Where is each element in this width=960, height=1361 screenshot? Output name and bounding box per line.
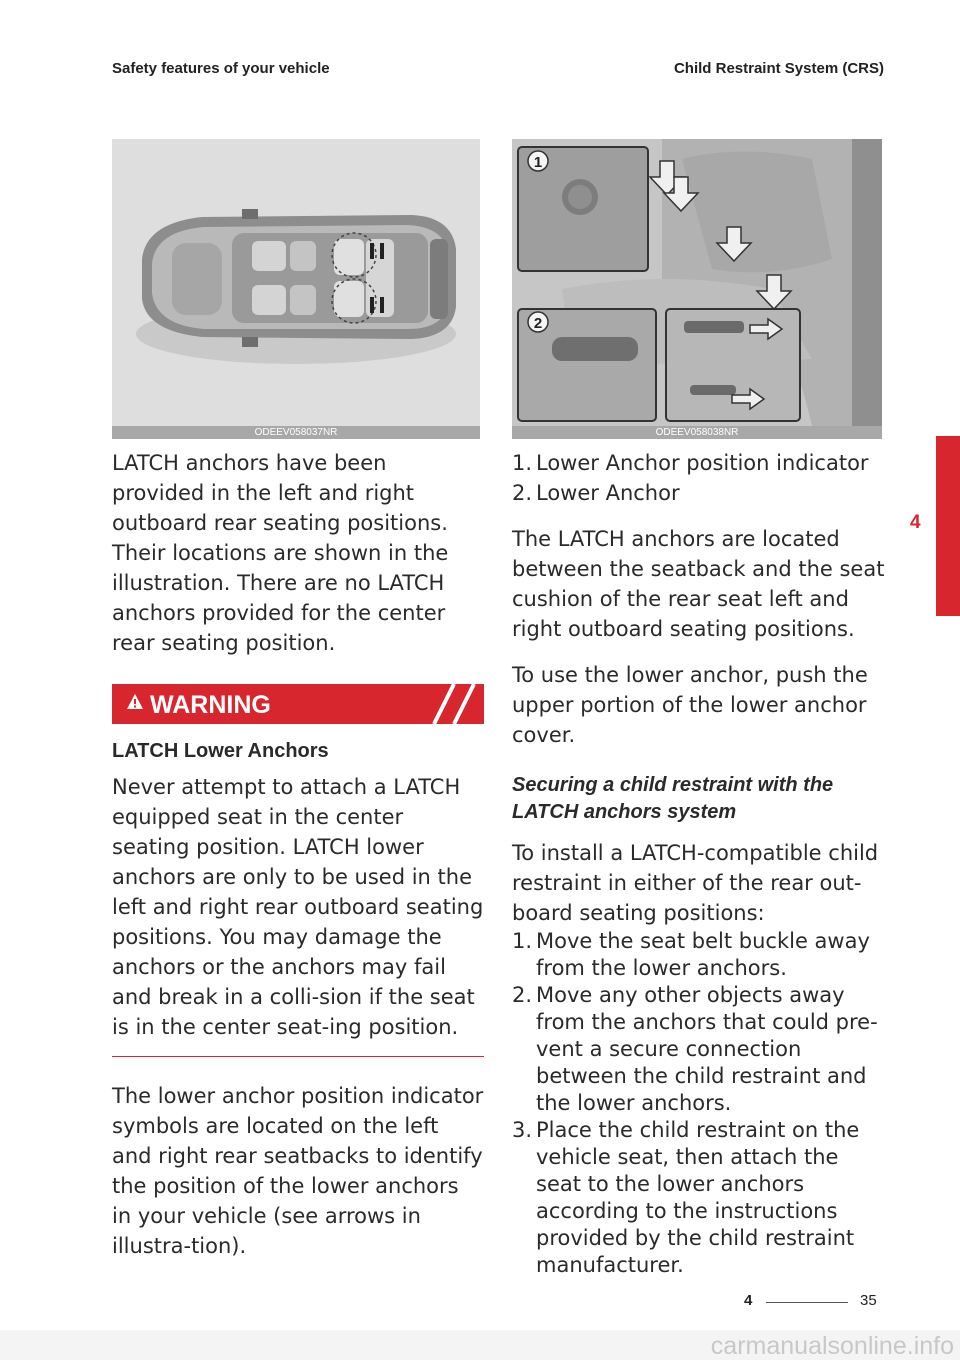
figure-code: ODEEV058038NR — [512, 426, 882, 439]
running-header-left: Safety features of your vehicle — [112, 60, 330, 77]
chapter-tab — [936, 436, 960, 616]
paragraph: To use the lower anchor, push the upper portion of the lower anchor cover. — [512, 663, 868, 747]
paragraph: To install a LATCH-compatible child restraint in either of the rear out-board seating positions: — [512, 841, 879, 925]
rear-seat-illustration — [512, 139, 882, 426]
callout-2: 2 — [533, 315, 543, 332]
left-column — [112, 448, 484, 1277]
warning-end-rule — [112, 1056, 484, 1057]
warning-slash-decoration — [428, 684, 484, 724]
steps-list — [512, 928, 888, 1279]
warning-heading: LATCH Lower Anchors — [112, 740, 329, 762]
footer-rule — [766, 1302, 848, 1303]
list-item: 1. Lower Anchor position indicator — [512, 451, 869, 475]
list-item: 3. Place the child restraint on the vehicle seat, then attach the seat to the lower anchors according to the instructions provided by the child restraint manufacturer. — [512, 1118, 860, 1277]
paragraph: LATCH anchors have been provided in the left and right outboard rear seating positions. Their locations are shown in the illustration. There are no LATCH anchors provided for the center rear seating position. — [112, 451, 449, 655]
section-subheading: Securing a child restraint with the LATCH anchors system — [512, 774, 834, 823]
figure-legend — [512, 448, 888, 508]
warning-text: Never attempt to attach a LATCH equipped seat in the center seating position. LATCH lower anchors are only to be used in the left and right rear outboard seating positions. You may damage the anchors or the anchors may fail and break in a colli-sion if the seat is in the center seat-ing position. — [112, 775, 484, 1039]
footer-page-number: 35 — [860, 1292, 877, 1309]
watermark-bar — [0, 1330, 960, 1360]
car-top-view-illustration — [112, 139, 480, 426]
list-item: 2. Move any other objects away from the anchors that could pre-vent a secure connection between the child restraint and the lower anchors. — [512, 983, 878, 1115]
right-column — [512, 448, 888, 1295]
warning-banner — [112, 684, 484, 724]
callout-1: 1 — [533, 154, 543, 171]
paragraph: The lower anchor position indicator symbols are located on the left and right rear seatbacks to identify the position of the lower anchors in your vehicle (see arrows in illustra-tion). — [112, 1084, 484, 1258]
watermark-text: carmanualsonline.info — [710, 1332, 954, 1360]
figure-rear-seat — [512, 139, 882, 439]
footer-chapter: 4 — [744, 1292, 753, 1309]
figure-code: ODEEV058037NR — [112, 426, 480, 439]
chapter-tab-number: 4 — [910, 512, 921, 533]
warning-label: WARNING — [150, 691, 271, 719]
figure-car-top-view — [112, 139, 480, 439]
paragraph: The LATCH anchors are located between the seatback and the seat cushion of the rear seat left and right outboard seating positions. — [512, 527, 885, 641]
list-item: 1. Move the seat belt buckle away from the lower anchors. — [512, 929, 870, 980]
running-header-right: Child Restraint System (CRS) — [673, 60, 884, 77]
list-item: 2. Lower Anchor — [512, 481, 680, 505]
warning-triangle-icon — [126, 693, 144, 710]
